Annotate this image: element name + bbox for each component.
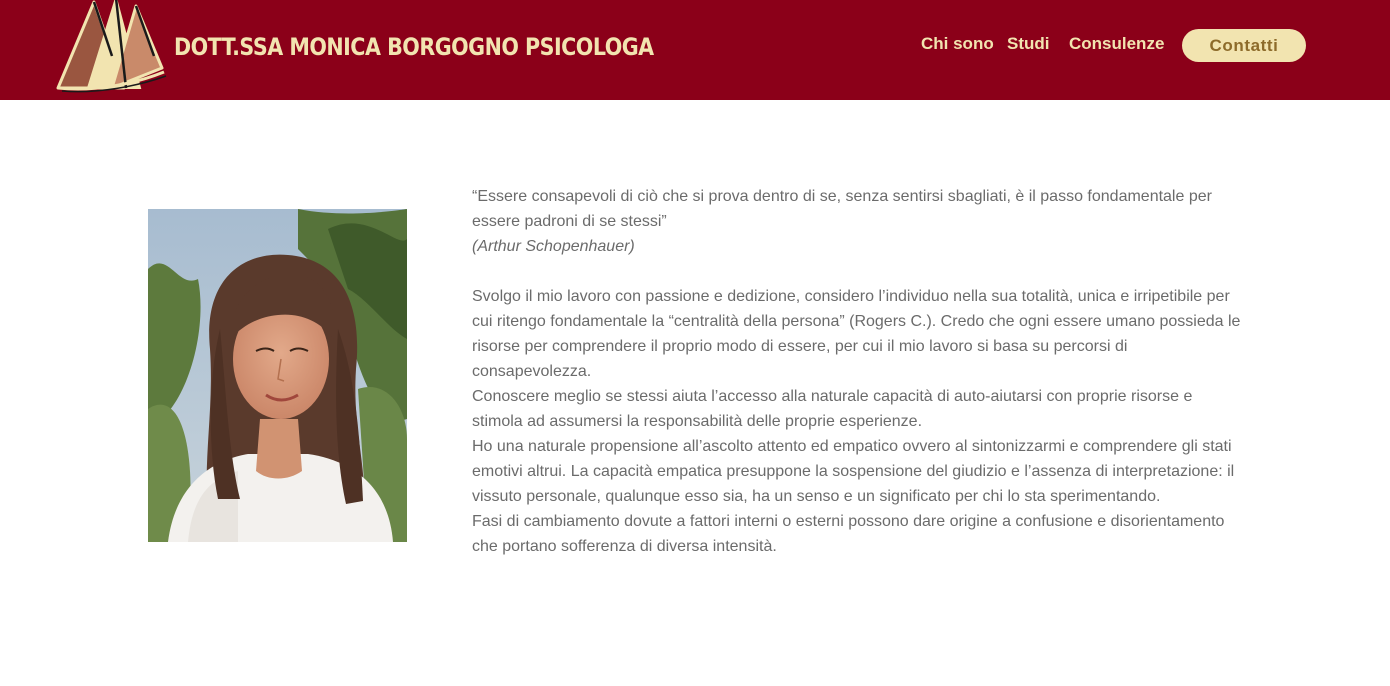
paragraph-3: Ho una naturale propensione all’ascolto attento ed empatico ovvero al sintonizzarmi e comprendere gli stati emotivi altrui. La capacità empatica presuppone la sospensione del giudizio e l’assenza di interpretazione: il vissuto personale, qualunque esso sia, ha un senso e un significato per chi lo sta sperimentando. <box>472 438 1235 505</box>
nav-item-chi-sono[interactable]: Chi sono <box>921 34 994 53</box>
paragraph-1: Svolgo il mio lavoro con passione e dedizione, considero l’individuo nella sua totalità, unica e irripetibile per cui ritengo fondamentale la “centralità della persona” (Rogers C.). Credo che ogni essere umano possieda le risorse per comprendere il proprio modo di essere, per cui il mio lavoro si basa su percorsi di consapevolezza. <box>472 288 1241 380</box>
quote-text: “Essere consapevoli di ciò che si prova dentro di se, senza sentirsi sbagliati, è il passo fondamentale per essere padroni di se stessi” <box>472 188 1212 230</box>
paragraph-4: Fasi di cambiamento dovute a fattori interni o esterni possono dare origine a confusione e disorientamento che portano sofferenza di diversa intensità. <box>472 513 1225 555</box>
site-header <box>0 0 1390 100</box>
about-text <box>472 184 1242 559</box>
paragraph-2: Conoscere meglio se stessi aiuta l’accesso alla naturale capacità di auto-aiutarsi con proprie risorse e stimola ad assumersi la responsabilità delle proprie esperienze. <box>472 388 1193 430</box>
nav-item-consulenze[interactable]: Consulenze <box>1069 34 1165 53</box>
portrait-photo-icon <box>148 209 407 542</box>
site-title[interactable]: DOTT.SSA MONICA BORGOGNO PSICOLOGA <box>174 33 654 61</box>
quote-author: (Arthur Schopenhauer) <box>472 238 635 255</box>
triangle-mountain-logo-icon[interactable] <box>54 0 168 94</box>
paragraph-spacer <box>472 259 1242 284</box>
contatti-button[interactable]: Contatti <box>1182 29 1306 62</box>
nav-item-studi[interactable]: Studi <box>1007 34 1050 53</box>
